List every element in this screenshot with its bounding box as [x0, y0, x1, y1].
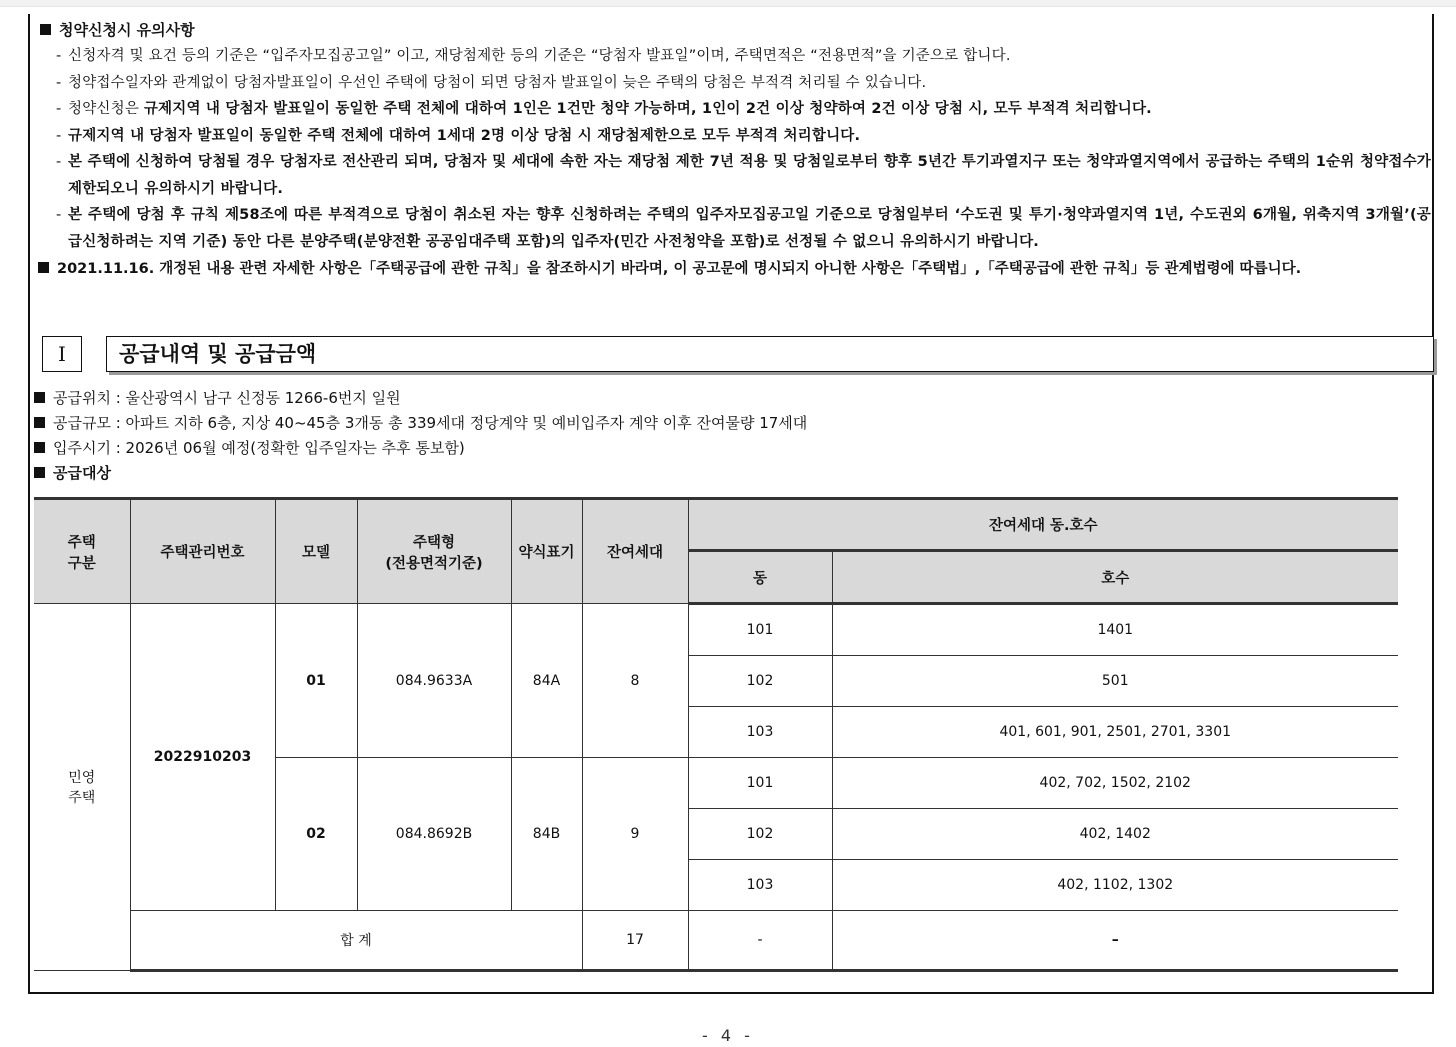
ho-cell: 501: [832, 656, 1398, 707]
square-bullet-icon: [34, 442, 45, 453]
model-cell: 01: [275, 604, 357, 758]
ho-cell: 1401: [832, 604, 1398, 656]
notice-item: [40, 202, 1435, 255]
header-dong: 동: [688, 551, 832, 604]
header-abbr: 약식표기: [511, 499, 582, 604]
notice-text: 청약신청은: [68, 101, 144, 117]
header-remaining: 잔여세대: [582, 499, 688, 604]
dash-bullet: -: [56, 74, 62, 91]
header-house-kind: 주택 구분: [34, 499, 130, 604]
table-row: [34, 604, 1398, 656]
total-dong: -: [688, 911, 832, 971]
move-in-date: 입주시기 : 2026년 06월 예정(정확한 입주일자는 추후 통보함): [34, 436, 807, 461]
dong-cell: 102: [688, 809, 832, 860]
page-top-edge: [0, 0, 1456, 7]
house-type-cell: 084.8692B: [357, 758, 511, 911]
supply-location: 공급위치 : 울산광역시 남구 신정동 1266-6번지 일원: [34, 386, 807, 411]
notice-item: [40, 70, 1435, 97]
dong-cell: 103: [688, 860, 832, 911]
section-title: 공급내역 및 공급금액: [106, 336, 1434, 372]
header-model: 모델: [275, 499, 357, 604]
ho-cell: 401, 601, 901, 2501, 2701, 3301: [832, 707, 1398, 758]
total-row: [34, 911, 1398, 971]
notice-item: [40, 123, 1435, 150]
notice-item: [40, 149, 1435, 202]
header-house-type: 주택형 (전용면적기준): [357, 499, 511, 604]
square-bullet-icon: [34, 467, 45, 478]
notice-text: 본 주택에 당첨 후 규칙 제58조에 따른 부적격으로 당첨이 취소된 자는 향후 신청하려는 주택의 입주자모집공고일 기준으로 당첨일부터 ‘수도권 및 투기·청약과열지역 1년, 수도권외 6개월, 위축지역 3개월’(공급신청하려는 지역 기준) 동안 다른 분양주택(분양전환 공공임대주택 포함)의 입주자(민간 사전청약을 포함)로 선정될 수 없으니 유의하시기 바랍니다.: [68, 207, 1431, 250]
section-number: I: [42, 336, 82, 372]
supply-target-heading: 공급대상: [34, 461, 807, 486]
notice-item: [40, 43, 1435, 70]
notice-heading: 청약신청시 유의사항: [40, 17, 1435, 43]
supply-info: [34, 386, 807, 486]
dash-bullet: -: [56, 154, 62, 170]
dong-cell: 101: [688, 758, 832, 809]
notice-revision-note: 2021.11.16. 개정된 내용 관련 자세한 사항은「주택공급에 관한 규칙」을 참조하시기 바라며, 이 공고문에 명시되지 아니한 사항은「주택법」,「주택공급에 관한 규칙」등 관계법령에 따릅니다.: [38, 255, 1435, 283]
remaining-count-cell: 8: [582, 604, 688, 758]
notice-text: 규제지역 내 당첨자 발표일이 동일한 주택 전체에 대하여 1세대 2명 이상 당첨 시 재당첨제한으로 모두 부적격 처리합니다.: [68, 127, 861, 144]
page-number: - 4 -: [702, 1026, 754, 1045]
model-cell: 02: [275, 758, 357, 911]
dash-bullet: -: [56, 207, 62, 223]
ho-cell: 402, 1402: [832, 809, 1398, 860]
house-kind-cell: 민영 주택: [34, 604, 130, 971]
remaining-count-cell: 9: [582, 758, 688, 911]
dong-cell: 101: [688, 604, 832, 656]
total-label: 합 계: [130, 911, 582, 971]
notice-lines: [40, 43, 1435, 255]
abbr-cell: 84A: [511, 604, 582, 758]
notice-text: 신청자격 및 요건 등의 기준은 “입주자모집공고일” 이고, 재당첨제한 등의 기준은 “당첨자 발표일”이며, 주택면적은 “전용면적”을 기준으로 합니다.: [68, 48, 1011, 64]
header-mgmt-number: 주택관리번호: [130, 499, 275, 604]
abbr-cell: 84B: [511, 758, 582, 911]
house-type-cell: 084.9633A: [357, 604, 511, 758]
supply-table: [34, 497, 1398, 972]
square-bullet-icon: [34, 392, 45, 403]
dash-bullet: -: [56, 101, 62, 117]
dong-cell: 103: [688, 707, 832, 758]
header-units: 잔여세대 동.호수: [688, 499, 1398, 551]
notice-section: [40, 17, 1435, 283]
square-bullet-icon: [34, 417, 45, 428]
dash-bullet: -: [56, 48, 62, 64]
notice-text: 규제지역 내 당첨자 발표일이 동일한 주택 전체에 대하여 1인은 1건만 청약 가능하며, 1인이 2건 이상 청약하여 2건 이상 당첨 시, 모두 부적격 처리합니다.: [143, 101, 1152, 117]
notice-item: [40, 96, 1435, 123]
mgmt-number-cell: 2022910203: [130, 604, 275, 911]
header-ho: 호수: [832, 551, 1398, 604]
notice-text: 청약접수일자와 관계없이 당첨자발표일이 우선인 주택에 당첨이 되면 당첨자 발표일이 늦은 주택의 당첨은 부적격 처리될 수 있습니다.: [68, 74, 927, 91]
supply-scale: 공급규모 : 아파트 지하 6층, 지상 40~45층 3개동 총 339세대 정당계약 및 예비입주자 계약 이후 잔여물량 17세대: [34, 411, 807, 436]
square-bullet-icon: [40, 24, 51, 35]
dong-cell: 102: [688, 656, 832, 707]
supply-table-body: [34, 604, 1398, 971]
total-count: 17: [582, 911, 688, 971]
dash-bullet: -: [56, 127, 62, 144]
ho-cell: 402, 702, 1502, 2102: [832, 758, 1398, 809]
ho-cell: 402, 1102, 1302: [832, 860, 1398, 911]
total-ho: –: [832, 911, 1398, 971]
square-bullet-icon: [38, 262, 49, 273]
notice-text: 본 주택에 신청하여 당첨될 경우 당첨자로 전산관리 되며, 당첨자 및 세대에 속한 자는 재당첨 제한 7년 적용 및 당첨일로부터 향후 5년간 투기과열지구 또는 청약과열지역에서 공급하는 주택의 1순위 청약접수가 제한되오니 유의하시기 바랍니다.: [68, 154, 1431, 197]
